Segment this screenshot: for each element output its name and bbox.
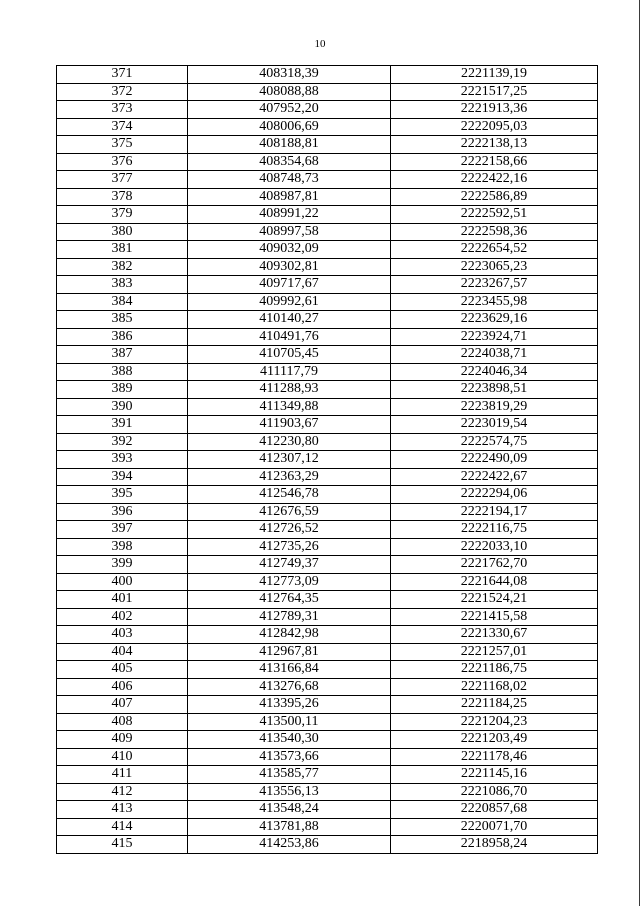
point-number-cell: 407 bbox=[57, 696, 188, 714]
y-coordinate-cell: 2221913,36 bbox=[391, 101, 598, 119]
y-coordinate-cell: 2222654,52 bbox=[391, 241, 598, 259]
point-number-cell: 398 bbox=[57, 538, 188, 556]
y-coordinate-cell: 2222422,16 bbox=[391, 171, 598, 189]
x-coordinate-cell: 412773,09 bbox=[188, 573, 391, 591]
table-row bbox=[57, 678, 598, 696]
point-number-cell: 408 bbox=[57, 713, 188, 731]
x-coordinate-cell: 412842,98 bbox=[188, 626, 391, 644]
x-coordinate-cell: 413395,26 bbox=[188, 696, 391, 714]
point-number-cell: 414 bbox=[57, 818, 188, 836]
point-number-cell: 402 bbox=[57, 608, 188, 626]
table-row bbox=[57, 118, 598, 136]
x-coordinate-cell: 408997,58 bbox=[188, 223, 391, 241]
x-coordinate-cell: 411349,88 bbox=[188, 398, 391, 416]
point-number-cell: 388 bbox=[57, 363, 188, 381]
x-coordinate-cell: 408748,73 bbox=[188, 171, 391, 189]
y-coordinate-cell: 2223819,29 bbox=[391, 398, 598, 416]
point-number-cell: 381 bbox=[57, 241, 188, 259]
x-coordinate-cell: 409992,61 bbox=[188, 293, 391, 311]
y-coordinate-cell: 2224038,71 bbox=[391, 346, 598, 364]
y-coordinate-cell: 2221644,08 bbox=[391, 573, 598, 591]
y-coordinate-cell: 2223455,98 bbox=[391, 293, 598, 311]
x-coordinate-cell: 410140,27 bbox=[188, 311, 391, 329]
x-coordinate-cell: 413500,11 bbox=[188, 713, 391, 731]
point-number-cell: 394 bbox=[57, 468, 188, 486]
table-row bbox=[57, 766, 598, 784]
x-coordinate-cell: 408188,81 bbox=[188, 136, 391, 154]
point-number-cell: 376 bbox=[57, 153, 188, 171]
y-coordinate-cell: 2221257,01 bbox=[391, 643, 598, 661]
point-number-cell: 412 bbox=[57, 783, 188, 801]
point-number-cell: 389 bbox=[57, 381, 188, 399]
x-coordinate-cell: 409717,67 bbox=[188, 276, 391, 294]
point-number-cell: 392 bbox=[57, 433, 188, 451]
point-number-cell: 375 bbox=[57, 136, 188, 154]
y-coordinate-cell: 2221415,58 bbox=[391, 608, 598, 626]
point-number-cell: 404 bbox=[57, 643, 188, 661]
point-number-cell: 371 bbox=[57, 66, 188, 84]
point-number-cell: 406 bbox=[57, 678, 188, 696]
x-coordinate-cell: 413585,77 bbox=[188, 766, 391, 784]
table-row bbox=[57, 591, 598, 609]
point-number-cell: 409 bbox=[57, 731, 188, 749]
x-coordinate-cell: 414253,86 bbox=[188, 836, 391, 854]
table-row bbox=[57, 608, 598, 626]
table-row bbox=[57, 503, 598, 521]
table-row bbox=[57, 836, 598, 854]
x-coordinate-cell: 413781,88 bbox=[188, 818, 391, 836]
y-coordinate-cell: 2222095,03 bbox=[391, 118, 598, 136]
table-row bbox=[57, 363, 598, 381]
y-coordinate-cell: 2223898,51 bbox=[391, 381, 598, 399]
y-coordinate-cell: 2222138,13 bbox=[391, 136, 598, 154]
y-coordinate-cell: 2218958,24 bbox=[391, 836, 598, 854]
coordinates-table-body bbox=[57, 66, 598, 854]
table-row bbox=[57, 696, 598, 714]
table-row bbox=[57, 258, 598, 276]
point-number-cell: 395 bbox=[57, 486, 188, 504]
x-coordinate-cell: 408088,88 bbox=[188, 83, 391, 101]
x-coordinate-cell: 407952,20 bbox=[188, 101, 391, 119]
table-row bbox=[57, 381, 598, 399]
table-row bbox=[57, 311, 598, 329]
x-coordinate-cell: 410491,76 bbox=[188, 328, 391, 346]
x-coordinate-cell: 408354,68 bbox=[188, 153, 391, 171]
point-number-cell: 383 bbox=[57, 276, 188, 294]
point-number-cell: 378 bbox=[57, 188, 188, 206]
y-coordinate-cell: 2222574,75 bbox=[391, 433, 598, 451]
table-row bbox=[57, 538, 598, 556]
x-coordinate-cell: 411117,79 bbox=[188, 363, 391, 381]
x-coordinate-cell: 411903,67 bbox=[188, 416, 391, 434]
y-coordinate-cell: 2221524,21 bbox=[391, 591, 598, 609]
point-number-cell: 413 bbox=[57, 801, 188, 819]
x-coordinate-cell: 412764,35 bbox=[188, 591, 391, 609]
table-row bbox=[57, 713, 598, 731]
table-row bbox=[57, 188, 598, 206]
table-row bbox=[57, 433, 598, 451]
y-coordinate-cell: 2221178,46 bbox=[391, 748, 598, 766]
point-number-cell: 391 bbox=[57, 416, 188, 434]
table-row bbox=[57, 521, 598, 539]
coordinates-table bbox=[56, 65, 598, 854]
x-coordinate-cell: 408318,39 bbox=[188, 66, 391, 84]
y-coordinate-cell: 2221762,70 bbox=[391, 556, 598, 574]
y-coordinate-cell: 2221204,23 bbox=[391, 713, 598, 731]
point-number-cell: 405 bbox=[57, 661, 188, 679]
x-coordinate-cell: 408991,22 bbox=[188, 206, 391, 224]
x-coordinate-cell: 413276,68 bbox=[188, 678, 391, 696]
x-coordinate-cell: 412307,12 bbox=[188, 451, 391, 469]
y-coordinate-cell: 2221330,67 bbox=[391, 626, 598, 644]
table-row bbox=[57, 643, 598, 661]
x-coordinate-cell: 412230,80 bbox=[188, 433, 391, 451]
table-row bbox=[57, 153, 598, 171]
point-number-cell: 399 bbox=[57, 556, 188, 574]
point-number-cell: 372 bbox=[57, 83, 188, 101]
y-coordinate-cell: 2223019,54 bbox=[391, 416, 598, 434]
y-coordinate-cell: 2222158,66 bbox=[391, 153, 598, 171]
y-coordinate-cell: 2221517,25 bbox=[391, 83, 598, 101]
table-row bbox=[57, 276, 598, 294]
table-row bbox=[57, 573, 598, 591]
y-coordinate-cell: 2221139,19 bbox=[391, 66, 598, 84]
x-coordinate-cell: 408006,69 bbox=[188, 118, 391, 136]
table-row bbox=[57, 451, 598, 469]
y-coordinate-cell: 2223629,16 bbox=[391, 311, 598, 329]
table-row bbox=[57, 731, 598, 749]
y-coordinate-cell: 2222194,17 bbox=[391, 503, 598, 521]
x-coordinate-cell: 412726,52 bbox=[188, 521, 391, 539]
point-number-cell: 393 bbox=[57, 451, 188, 469]
y-coordinate-cell: 2223267,57 bbox=[391, 276, 598, 294]
y-coordinate-cell: 2221086,70 bbox=[391, 783, 598, 801]
y-coordinate-cell: 2221186,75 bbox=[391, 661, 598, 679]
point-number-cell: 410 bbox=[57, 748, 188, 766]
x-coordinate-cell: 413166,84 bbox=[188, 661, 391, 679]
point-number-cell: 401 bbox=[57, 591, 188, 609]
table-row bbox=[57, 748, 598, 766]
y-coordinate-cell: 2222422,67 bbox=[391, 468, 598, 486]
page-number: 10 bbox=[314, 38, 326, 50]
y-coordinate-cell: 2223924,71 bbox=[391, 328, 598, 346]
point-number-cell: 390 bbox=[57, 398, 188, 416]
point-number-cell: 397 bbox=[57, 521, 188, 539]
point-number-cell: 385 bbox=[57, 311, 188, 329]
y-coordinate-cell: 2222586,89 bbox=[391, 188, 598, 206]
table-row bbox=[57, 801, 598, 819]
x-coordinate-cell: 413540,30 bbox=[188, 731, 391, 749]
point-number-cell: 380 bbox=[57, 223, 188, 241]
x-coordinate-cell: 413548,24 bbox=[188, 801, 391, 819]
x-coordinate-cell: 413556,13 bbox=[188, 783, 391, 801]
point-number-cell: 400 bbox=[57, 573, 188, 591]
point-number-cell: 403 bbox=[57, 626, 188, 644]
table-row bbox=[57, 346, 598, 364]
x-coordinate-cell: 412546,78 bbox=[188, 486, 391, 504]
y-coordinate-cell: 2223065,23 bbox=[391, 258, 598, 276]
y-coordinate-cell: 2221184,25 bbox=[391, 696, 598, 714]
table-row bbox=[57, 468, 598, 486]
x-coordinate-cell: 412789,31 bbox=[188, 608, 391, 626]
x-coordinate-cell: 413573,66 bbox=[188, 748, 391, 766]
y-coordinate-cell: 2221145,16 bbox=[391, 766, 598, 784]
table-row bbox=[57, 626, 598, 644]
x-coordinate-cell: 408987,81 bbox=[188, 188, 391, 206]
y-coordinate-cell: 2222116,75 bbox=[391, 521, 598, 539]
x-coordinate-cell: 412967,81 bbox=[188, 643, 391, 661]
table-row bbox=[57, 101, 598, 119]
point-number-cell: 411 bbox=[57, 766, 188, 784]
y-coordinate-cell: 2224046,34 bbox=[391, 363, 598, 381]
x-coordinate-cell: 410705,45 bbox=[188, 346, 391, 364]
y-coordinate-cell: 2222033,10 bbox=[391, 538, 598, 556]
table-row bbox=[57, 223, 598, 241]
x-coordinate-cell: 412735,26 bbox=[188, 538, 391, 556]
y-coordinate-cell: 2222490,09 bbox=[391, 451, 598, 469]
table-row bbox=[57, 206, 598, 224]
point-number-cell: 386 bbox=[57, 328, 188, 346]
x-coordinate-cell: 409302,81 bbox=[188, 258, 391, 276]
table-row bbox=[57, 241, 598, 259]
table-row bbox=[57, 293, 598, 311]
point-number-cell: 396 bbox=[57, 503, 188, 521]
table-row bbox=[57, 136, 598, 154]
x-coordinate-cell: 412363,29 bbox=[188, 468, 391, 486]
table-row bbox=[57, 416, 598, 434]
x-coordinate-cell: 411288,93 bbox=[188, 381, 391, 399]
table-row bbox=[57, 783, 598, 801]
y-coordinate-cell: 2220857,68 bbox=[391, 801, 598, 819]
table-row bbox=[57, 328, 598, 346]
table-row bbox=[57, 171, 598, 189]
table-row bbox=[57, 556, 598, 574]
y-coordinate-cell: 2222598,36 bbox=[391, 223, 598, 241]
table-row bbox=[57, 66, 598, 84]
table-row bbox=[57, 398, 598, 416]
point-number-cell: 374 bbox=[57, 118, 188, 136]
point-number-cell: 415 bbox=[57, 836, 188, 854]
y-coordinate-cell: 2222294,06 bbox=[391, 486, 598, 504]
point-number-cell: 387 bbox=[57, 346, 188, 364]
y-coordinate-cell: 2220071,70 bbox=[391, 818, 598, 836]
table-row bbox=[57, 661, 598, 679]
point-number-cell: 377 bbox=[57, 171, 188, 189]
y-coordinate-cell: 2222592,51 bbox=[391, 206, 598, 224]
point-number-cell: 379 bbox=[57, 206, 188, 224]
point-number-cell: 382 bbox=[57, 258, 188, 276]
x-coordinate-cell: 409032,09 bbox=[188, 241, 391, 259]
table-row bbox=[57, 83, 598, 101]
table-row bbox=[57, 486, 598, 504]
y-coordinate-cell: 2221168,02 bbox=[391, 678, 598, 696]
x-coordinate-cell: 412676,59 bbox=[188, 503, 391, 521]
point-number-cell: 373 bbox=[57, 101, 188, 119]
table-row bbox=[57, 818, 598, 836]
x-coordinate-cell: 412749,37 bbox=[188, 556, 391, 574]
point-number-cell: 384 bbox=[57, 293, 188, 311]
y-coordinate-cell: 2221203,49 bbox=[391, 731, 598, 749]
